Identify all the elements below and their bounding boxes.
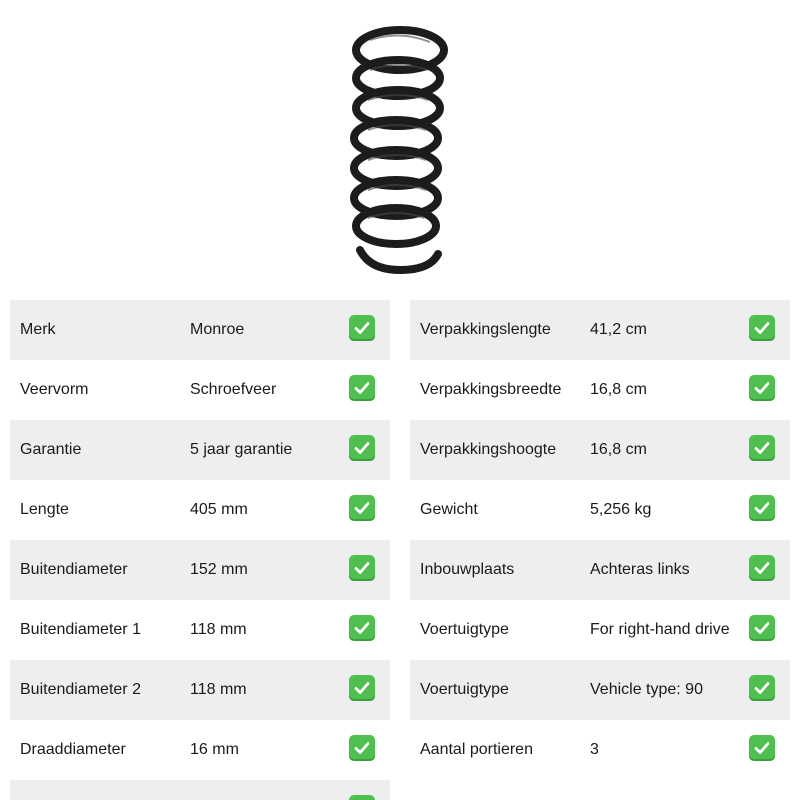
spec-value: 16 mm <box>190 741 239 758</box>
spec-label: Buitendiameter 2 <box>20 681 141 698</box>
check-mark-icon <box>749 735 775 761</box>
spec-row <box>10 780 390 800</box>
check-mark-icon <box>749 315 775 341</box>
spec-label: Draaddiameter <box>20 741 126 758</box>
spec-value: 16,8 cm <box>590 381 647 398</box>
spec-label: Gewicht <box>420 501 478 518</box>
spec-row <box>10 660 390 720</box>
spec-row <box>10 420 390 480</box>
spec-value: 41,2 cm <box>590 321 647 338</box>
spec-value: 152 mm <box>190 561 248 578</box>
spec-row <box>410 360 790 420</box>
spec-row <box>410 300 790 360</box>
spec-label: Inbouwplaats <box>420 561 515 578</box>
spec-value: 118 mm <box>190 681 247 698</box>
spec-label: Verpakkingslengte <box>420 321 551 338</box>
check-mark-icon <box>749 435 775 461</box>
spec-row <box>10 600 390 660</box>
check-mark-icon <box>349 675 375 701</box>
spec-value: 3 <box>590 741 599 758</box>
check-mark-icon <box>749 615 775 641</box>
check-mark-icon <box>749 675 775 701</box>
spec-table-left <box>10 300 390 800</box>
spec-value: Schroefveer <box>190 381 277 398</box>
spec-row <box>10 540 390 600</box>
spec-row <box>410 600 790 660</box>
check-mark-icon <box>349 375 375 401</box>
check-mark-icon <box>349 735 375 761</box>
spec-value: Monroe <box>190 321 245 338</box>
check-mark-icon <box>749 495 775 521</box>
spec-value: 5 jaar garantie <box>190 441 293 458</box>
coil-spring-icon <box>340 20 460 280</box>
spec-value: Achteras links <box>590 561 690 578</box>
spec-value: For right-hand drive <box>590 621 730 638</box>
spec-label: Voertuigtype <box>420 681 509 698</box>
check-mark-icon <box>349 615 375 641</box>
spec-label: Buitendiameter <box>20 561 128 578</box>
check-mark-icon <box>349 435 375 461</box>
spec-label: Buitendiameter 1 <box>20 621 141 638</box>
spec-row <box>10 720 390 780</box>
spec-row <box>410 540 790 600</box>
spec-value: 16,8 cm <box>590 441 647 458</box>
spec-label: Verpakkingsbreedte <box>420 381 562 398</box>
spec-row <box>410 420 790 480</box>
check-mark-icon <box>349 795 375 800</box>
spec-label: Merk <box>20 321 56 338</box>
check-mark-icon <box>749 375 775 401</box>
spec-table-right <box>410 300 790 780</box>
check-mark-icon <box>349 555 375 581</box>
spec-value: 5,256 kg <box>590 501 652 518</box>
spec-label: Lengte <box>20 501 69 518</box>
spec-value: 405 mm <box>190 501 248 518</box>
check-mark-icon <box>349 315 375 341</box>
spec-row <box>410 480 790 540</box>
check-mark-icon <box>349 495 375 521</box>
spec-value: 118 mm <box>190 621 247 638</box>
spec-label: Aantal portieren <box>420 741 533 758</box>
spec-label: Garantie <box>20 441 82 458</box>
spec-value: Vehicle type: 90 <box>590 681 703 698</box>
spec-label: Voertuigtype <box>420 621 509 638</box>
spec-row <box>410 720 790 780</box>
spec-row <box>10 480 390 540</box>
spec-row <box>10 300 390 360</box>
spec-row <box>410 660 790 720</box>
spec-row <box>10 360 390 420</box>
check-mark-icon <box>749 555 775 581</box>
spec-label: Veervorm <box>20 381 89 398</box>
spec-label: Verpakkingshoogte <box>420 441 557 458</box>
